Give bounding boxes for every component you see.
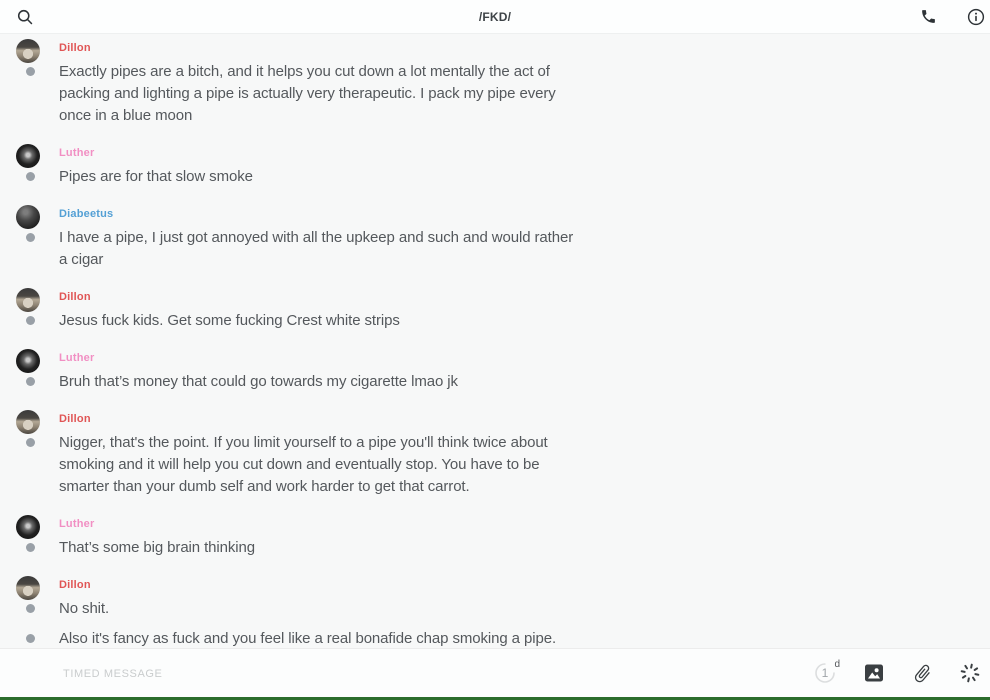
status-dot-icon bbox=[26, 377, 35, 386]
message-row bbox=[0, 208, 990, 271]
status-dot-icon bbox=[26, 316, 35, 325]
message-row bbox=[0, 413, 990, 498]
info-icon[interactable] bbox=[965, 6, 987, 28]
message-row bbox=[0, 147, 990, 188]
message-row bbox=[0, 291, 990, 332]
timer-value: 1 bbox=[821, 666, 829, 680]
message-text: Nigger, that's the point. If you limit yourself to a pipe you'll think twice about smoking and it will help you cut down and eventually stop. You have to be smarter than your dumb self and work harder to get that carrot. bbox=[59, 434, 548, 495]
status-dot-icon bbox=[26, 543, 35, 552]
message-row-continuation bbox=[0, 628, 990, 648]
paperclip-icon[interactable] bbox=[910, 661, 934, 685]
message-row bbox=[0, 579, 990, 620]
avatar[interactable] bbox=[16, 576, 40, 600]
avatar[interactable] bbox=[16, 144, 40, 168]
avatar[interactable] bbox=[16, 205, 40, 229]
message-row bbox=[0, 352, 990, 393]
chat-title: /FKD/ bbox=[478, 9, 512, 24]
avatar[interactable] bbox=[16, 39, 40, 63]
message-text: Jesus fuck kids. Get some fucking Crest white strips bbox=[59, 312, 400, 329]
status-dot-icon bbox=[26, 438, 35, 447]
burst-effects-icon[interactable] bbox=[958, 661, 982, 685]
image-attach-icon[interactable] bbox=[862, 661, 886, 685]
message-author: Dillon bbox=[59, 291, 91, 303]
avatar[interactable] bbox=[16, 515, 40, 539]
message-author: Dillon bbox=[59, 579, 91, 591]
status-dot-icon bbox=[26, 634, 35, 643]
avatar[interactable] bbox=[16, 410, 40, 434]
message-author: Dillon bbox=[59, 42, 91, 54]
message-row bbox=[0, 518, 990, 559]
message-text: Also it's fancy as fuck and you feel like a real bonafide chap smoking a pipe. bbox=[59, 630, 557, 647]
message-author: Luther bbox=[59, 147, 95, 159]
message-text: Exactly pipes are a bitch, and it helps you cut down a lot mentally the act of packing and lighting a pipe is actually very therapeutic. I pack my pipe every once in a blue moon bbox=[59, 63, 556, 124]
message-text: Bruh that’s money that could go towards my cigarette lmao jk bbox=[59, 373, 458, 390]
message-input[interactable] bbox=[63, 666, 814, 680]
message-author: Diabeetus bbox=[59, 208, 114, 220]
message-text: Pipes are for that slow smoke bbox=[59, 168, 253, 185]
avatar[interactable] bbox=[16, 349, 40, 373]
message-text: No shit. bbox=[59, 600, 110, 617]
message-row bbox=[0, 42, 990, 127]
message-author: Luther bbox=[59, 352, 95, 364]
top-bar bbox=[0, 0, 990, 34]
status-dot-icon bbox=[26, 172, 35, 181]
message-text: I have a pipe, I just got annoyed with all the upkeep and such and would rather a cigar bbox=[59, 229, 574, 268]
phone-icon[interactable] bbox=[917, 6, 939, 28]
message-author: Luther bbox=[59, 518, 95, 530]
message-list bbox=[0, 34, 990, 648]
search-icon[interactable] bbox=[14, 6, 36, 28]
message-author: Dillon bbox=[59, 413, 91, 425]
status-dot-icon bbox=[26, 233, 35, 242]
message-composer-bar bbox=[0, 648, 990, 697]
timer-unit: d bbox=[834, 659, 840, 670]
avatar[interactable] bbox=[16, 288, 40, 312]
message-text: That’s some big brain thinking bbox=[59, 539, 255, 556]
timer-duration-icon[interactable] bbox=[814, 661, 838, 685]
status-dot-icon bbox=[26, 604, 35, 613]
status-dot-icon bbox=[26, 67, 35, 76]
